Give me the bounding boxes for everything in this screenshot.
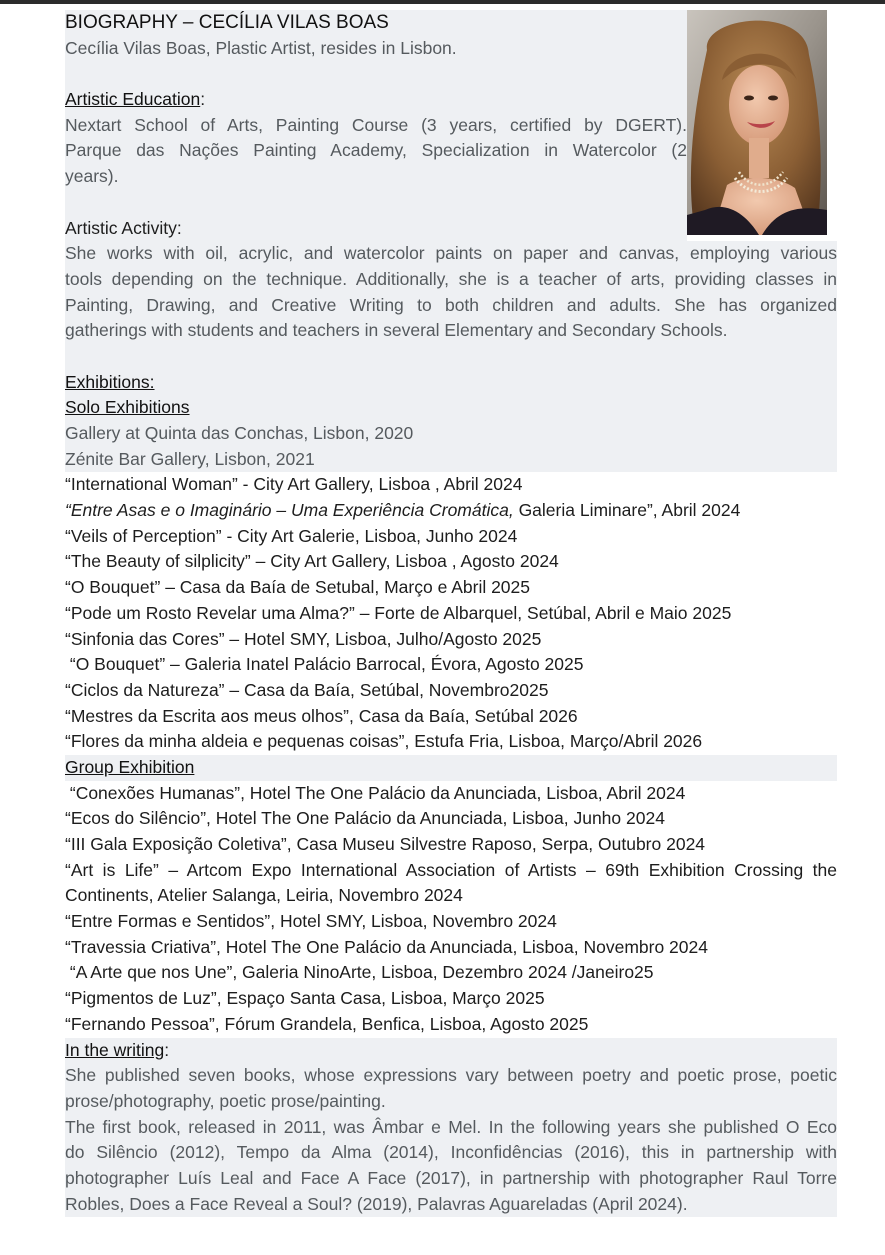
writing-line: The first book, released in 2011, was Âmbar e Mel. In the following years she published O Eco [65,1115,837,1141]
group-exhibition-heading [65,755,837,781]
group-exhibition-item: “Pigmentos de Luz”, Espaço Santa Casa, Lisboa, Março 2025 [65,988,545,1009]
spacer [65,344,837,370]
exhibitions-heading-text: Exhibitions: [65,371,155,392]
group-exhibition-item: “Ecos do Silêncio”, Hotel The One Palácio da Anunciada, Lisboa, Junho 2024 [65,808,665,829]
solo-exhibition-item: Zénite Bar Gallery, Lisbon, 2021 [65,447,837,473]
solo-exhibition-item: “Sinfonia das Cores” – Hotel SMY, Lisboa, Julho/Agosto 2025 [65,628,542,649]
solo-exhibitions-heading [65,395,837,421]
biography-document [65,10,837,1217]
solo-exhibition-item: “International Woman” - City Art Gallery, Lisboa , Abril 2024 [65,474,523,495]
writing-line: do Silêncio (2012), Tempo da Alma (2014), Inconfidências (2016), this in partnership with [65,1140,837,1166]
writing-line: photographer Luís Leal and Face A Face (2017), in partnership with photographer Raul Torre [65,1166,837,1192]
activity-heading: Artistic Activity: [65,216,687,242]
group-exhibition-item: Continents, Atelier Salanga, Leiria, Novembro 2024 [65,885,463,906]
education-line: years). [65,164,687,190]
activity-line: tools depending on the technique. Additionally, she is a teacher of arts, providing classes in [65,267,837,293]
education-heading-colon: : [200,89,206,110]
solo-exhibition-item: “The Beauty of silplicity” – City Art Gallery, Lisboa , Agosto 2024 [65,551,559,572]
education-heading [65,87,687,113]
group-exhibition-item: “Conexões Humanas”, Hotel The One Palácio da Anunciada, Lisboa, Abril 2024 [65,782,686,803]
solo-exhibition-item: “Flores da minha aldeia e pequenas coisas”, Estufa Fria, Lisboa, Março/Abril 2026 [65,731,703,752]
solo-exhibition-item [65,498,837,524]
solo-heading-text: Solo Exhibitions [65,397,190,418]
group-exhibition-item: “Entre Formas e Sentidos”, Hotel SMY, Lisboa, Novembro 2024 [65,911,557,932]
page-title: BIOGRAPHY – CECÍLIA VILAS BOAS [65,10,687,36]
solo-exhibition-item: “O Bouquet” – Casa da Baía de Setubal, Março e Abril 2025 [65,577,531,598]
group-exhibition-item: “A Arte que nos Une”, Galeria NinoArte, Lisboa, Dezembro 2024 /Janeiro25 [65,962,654,983]
solo-exhibition-italic-title: “Entre Asas e o Imaginário – Uma Experiência Cromática, [65,500,514,521]
activity-line: She works with oil, acrylic, and watercolor paints on paper and canvas, employing various [65,241,837,267]
writing-heading-text: In the writing [65,1039,165,1060]
writing-line: Robles, Does a Face Reveal a Soul? (2019), Palavras Aguareladas (April 2024). [65,1192,837,1218]
activity-line: gatherings with students and teachers in several Elementary and Secondary Schools. [65,318,837,344]
group-exhibition-item: “III Gala Exposição Coletiva”, Casa Museu Silvestre Raposo, Serpa, Outubro 2024 [65,834,706,854]
intro-line: Cecília Vilas Boas, Plastic Artist, resides in Lisbon. [65,36,687,62]
education-line: Parque das Nações Painting Academy, Specialization in Watercolor (2 [65,138,687,164]
education-heading-text: Artistic Education [65,89,201,110]
spacer [65,190,687,216]
writing-heading-colon: : [164,1039,170,1060]
exhibitions-heading [65,370,837,396]
top-border [0,0,885,4]
group-heading-text: Group Exhibition [65,756,195,777]
group-exhibition-item: “Art is Life” – Artcom Expo International Association of Artists – 69th Exhibition Crossing the [65,859,837,880]
education-line: Nextart School of Arts, Painting Course (3 years, certified by DGERT). [65,113,687,139]
group-exhibition-item: “Travessia Criativa”, Hotel The One Palácio da Anunciada, Lisboa, Novembro 2024 [65,936,708,957]
spacer [65,61,687,87]
solo-exhibition-item: Gallery at Quinta das Conchas, Lisbon, 2020 [65,421,837,447]
group-exhibition-item: “Fernando Pessoa”, Fórum Grandela, Benfica, Lisboa, Agosto 2025 [65,1013,589,1034]
writing-heading [65,1038,837,1064]
activity-line: Painting, Drawing, and Creative Writing to both children and adults. She has organized [65,293,837,319]
solo-exhibition-item: “O Bouquet” – Galeria Inatel Palácio Barrocal, Évora, Agosto 2025 [65,654,584,675]
solo-exhibition-venue: Galeria Liminare”, Abril 2024 [513,500,741,521]
solo-exhibition-item: “Pode um Rosto Revelar uma Alma?” – Forte de Albarquel, Setúbal, Abril e Maio 2025 [65,602,732,623]
solo-exhibition-item: “Ciclos da Natureza” – Casa da Baía, Setúbal, Novembro2025 [65,679,549,700]
writing-line: She published seven books, whose expressions vary between poetry and poetic prose, poetic [65,1063,837,1089]
writing-line: prose/photography, poetic prose/painting. [65,1089,837,1115]
solo-exhibition-item: “Veils of Perception” - City Art Galerie, Lisboa, Junho 2024 [65,525,518,546]
solo-exhibition-item: “Mestres da Escrita aos meus olhos”, Casa da Baía, Setúbal 2026 [65,705,578,726]
